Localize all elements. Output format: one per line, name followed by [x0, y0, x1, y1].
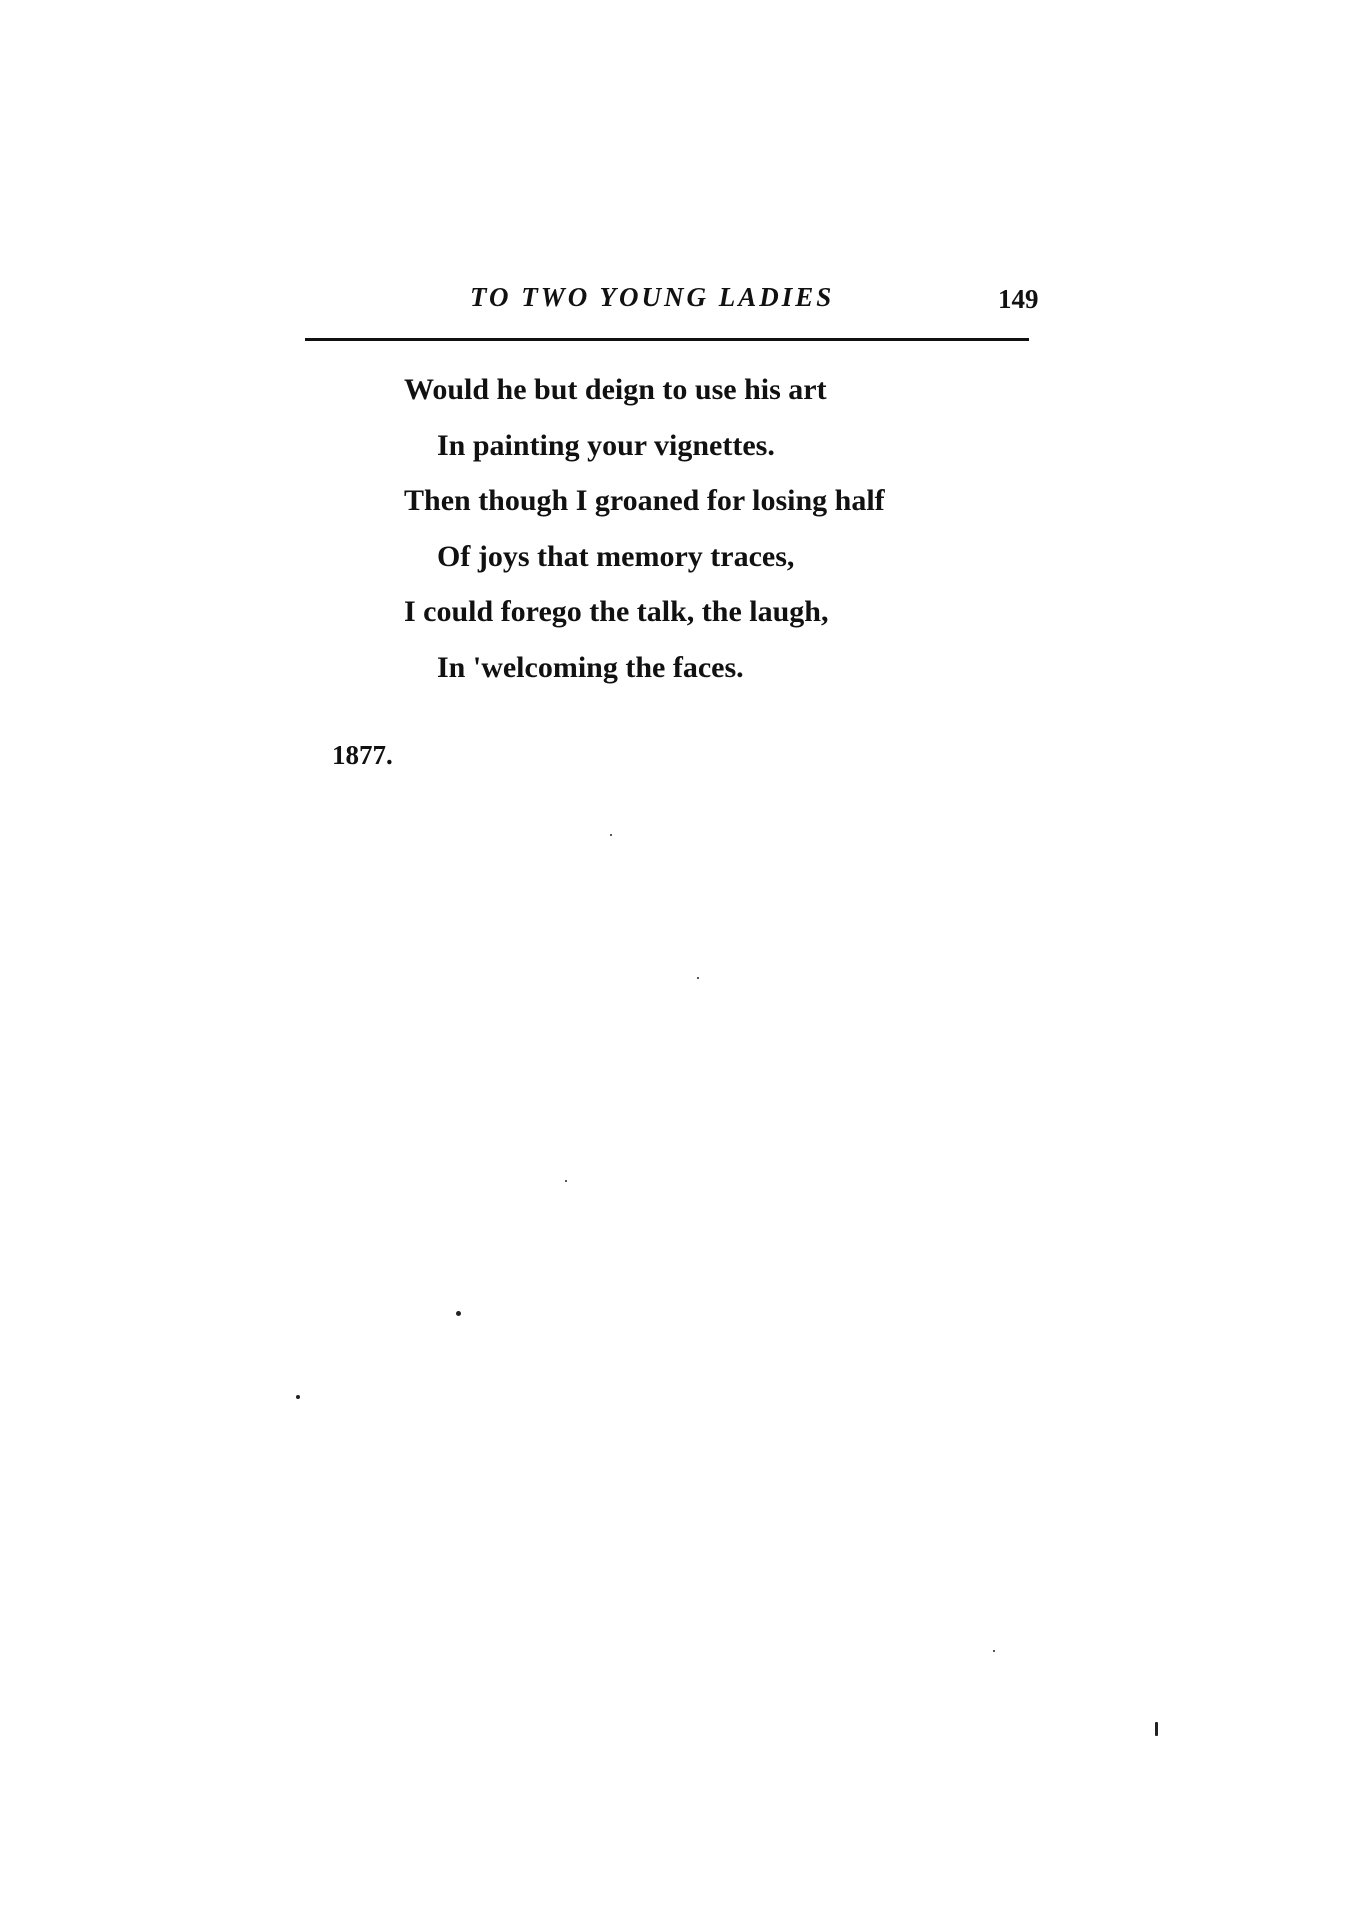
poem-line-indented: In 'welcoming the faces. [437, 651, 744, 684]
poem-line: Would he but deign to use his art [404, 373, 827, 406]
poem-line-indented: In painting your vignettes. [437, 429, 775, 462]
scan-speck [610, 834, 612, 836]
poem-line-indented: Of joys that memory traces, [437, 540, 795, 573]
scan-speck [565, 1180, 567, 1182]
scan-speck [1155, 1722, 1158, 1736]
page-number: 149 [998, 284, 1039, 314]
scan-speck [456, 1311, 461, 1316]
poem-line: I could forego the talk, the laugh, [404, 595, 829, 628]
running-title: TO TWO YOUNG LADIES [470, 282, 835, 312]
poem-line: Then though I groaned for losing half [404, 484, 885, 517]
scan-speck [697, 977, 699, 979]
header-rule [305, 338, 1029, 341]
scan-speck [993, 1650, 995, 1652]
scan-speck [296, 1395, 300, 1399]
poem-date: 1877. [332, 740, 393, 770]
